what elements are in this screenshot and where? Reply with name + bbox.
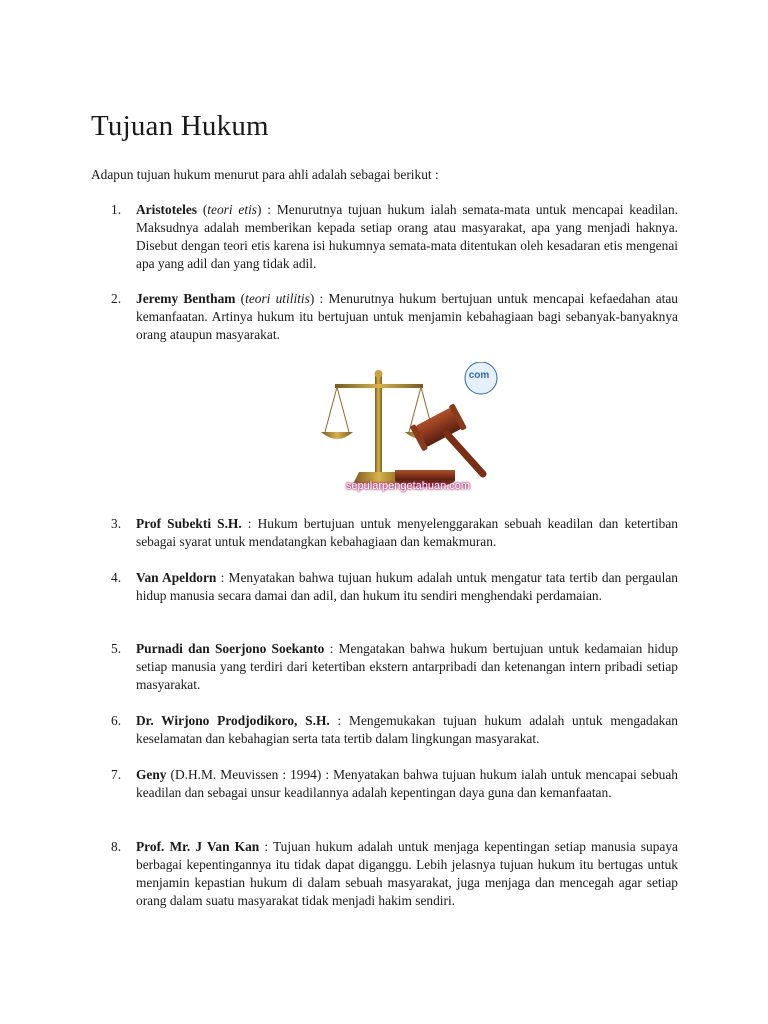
item-separator: (D.H.M. Meuvissen : 1994) : (166, 767, 334, 782)
list-item (91, 290, 678, 344)
item-number: 3. (111, 516, 122, 531)
item-theory: teori utilitis (245, 291, 310, 306)
item-number: 6. (111, 713, 122, 728)
item-text: Menyatakan bahwa tujuan hukum adalah untuk mengatur tata tertib dan pergaulan hidup manusia secara damai dan adil, dan hukum itu sendiri menghendaki perdamaian. (136, 570, 678, 603)
item-text: Menurutnya hukum bertujuan untuk mencapai kefaedahan atau kemanfaatan. Artinya hukum itu bertujuan untuk menjamin kebahagiaan bagi sebanyak-banyaknya orang ataupun masyarakat. (136, 291, 678, 342)
item-name: Prof Subekti S.H. (136, 516, 242, 531)
item-number: 1. (111, 202, 122, 217)
item-name: Geny (136, 767, 167, 782)
item-body (136, 569, 678, 605)
list-item (91, 201, 678, 273)
item-name: Van Apeldorn (136, 570, 217, 585)
item-separator: : (216, 570, 229, 585)
list-item (91, 640, 678, 694)
item-body (136, 766, 678, 802)
item-separator: : (241, 516, 258, 531)
item-body (136, 640, 678, 694)
item-number: 2. (111, 291, 122, 306)
item-separator: ) : (309, 291, 329, 306)
item-separator: : (259, 839, 273, 854)
item-body (136, 290, 678, 344)
watermark-text: sepularpengetahuan.com (345, 480, 471, 492)
item-separator: : (324, 641, 339, 656)
item-theory: teori etis (207, 202, 258, 217)
item-number: 8. (111, 839, 122, 854)
item-name: Prof. Mr. J Van Kan (136, 839, 260, 854)
list-item (91, 712, 678, 748)
item-number: 4. (111, 570, 122, 585)
list-item (91, 515, 678, 551)
justice-scale-gavel-image (313, 362, 502, 496)
item-text: Menyatakan bahwa tujuan hukum ialah untuk mencapai sebuah keadilan dan sebagai unsur keadilannya adalah kepentingan daya guna dan kemanfaatan. (136, 767, 678, 800)
list-item (91, 569, 678, 605)
item-paren: ( (235, 291, 246, 306)
scale-gavel-illustration (313, 362, 502, 496)
item-paren: ( (196, 202, 208, 217)
page-title: Tujuan Hukum (91, 110, 269, 142)
item-text: Hukum bertujuan untuk menyelenggarakan sebuah keadilan dan ketertiban sebagai syarat untuk mendatangkan kebahagiaan dan kemakmuran. (136, 516, 678, 549)
item-text: Tujuan hukum adalah untuk menjaga kepentingan setiap manusia supaya berbagai kepentingannya itu tidak dapat diganggu. Lebih jelasnya tujuan hukum itu bertugas untuk menjamin kepastian hukum di dalam sebuah masyarakat, juga menjaga dan mencegah agar setiap orang dalam suatu masyarakat tidak menjadi hakim sendiri. (136, 839, 678, 908)
item-body (136, 838, 678, 910)
item-number: 5. (111, 641, 122, 656)
item-name: Purnadi dan Soerjono Soekanto (136, 641, 325, 656)
item-text: Menurutnya tujuan hukum ialah semata-mata untuk mencapai keadilan. Maksudnya adalah memberikan kepada setiap orang atau masyarakat, apa yang menjadi haknya. Disebut dengan teori etis karena isi hukumnya semata-mata ditentukan oleh kesadaran etis mengenai apa yang adil dan yang tidak adil. (136, 202, 679, 271)
item-text: Mengemukakan tujuan hukum adalah untuk mengadakan keselamatan dan kebahagian serta tata tertib dalam lingkungan masyarakat. (136, 713, 679, 746)
item-name: Aristoteles (136, 202, 197, 217)
item-body (136, 712, 678, 748)
item-name: Dr. Wirjono Prodjodikoro, S.H. (136, 713, 330, 728)
list-item (91, 838, 678, 910)
item-text: Mengatakan bahwa hukum bertujuan untuk kedamaian hidup setiap manusia yang terdiri dari ketertiban ekstern antarpribadi dan ketenangan intern pribadi setiap masyarakat. (136, 641, 679, 692)
site-logo: com (468, 370, 490, 381)
item-name: Jeremy Bentham (136, 291, 236, 306)
item-separator: : (329, 713, 350, 728)
item-body (136, 201, 678, 273)
intro-paragraph: Adapun tujuan hukum menurut para ahli adalah sebagai berikut : (91, 167, 439, 182)
item-separator: ) : (257, 202, 277, 217)
item-body (136, 515, 678, 551)
list-item (91, 766, 678, 802)
item-number: 7. (111, 767, 122, 782)
